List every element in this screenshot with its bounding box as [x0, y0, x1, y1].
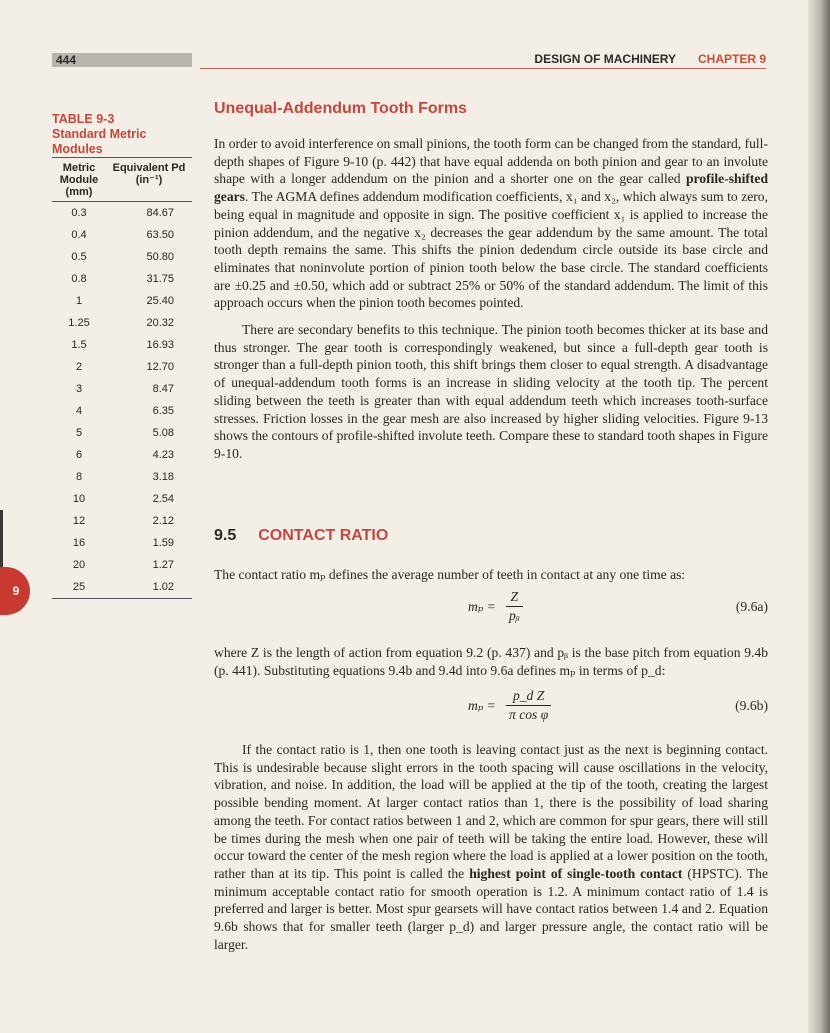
paragraph: [214, 135, 768, 312]
cell-pd: 1.59: [152, 537, 174, 549]
table-row: [52, 224, 192, 246]
cell-module: 0.5: [71, 251, 87, 263]
contact-ratio-intro: [214, 566, 768, 584]
table-row: [52, 356, 192, 378]
cell-pd: 16.93: [146, 339, 174, 351]
cell-module: 16: [72, 537, 86, 549]
section-heading-unequal-addendum: Unequal-Addendum Tooth Forms: [214, 100, 468, 117]
equation-9-6b: [214, 688, 768, 728]
cell-pd: 4.23: [152, 449, 174, 461]
paragraph-text: In order to avoid interference on small pinions, the tooth form can be changed from the standard, full-depth shapes of Figure 9-10 (p. 442) that have equal addenda on both pinion and gear to an involute shape with a longer addendum on the pinion and a shorter one on the gear called: [214, 136, 768, 187]
equation-tag: (9.6a): [735, 599, 768, 614]
table-bottom-rule: [52, 598, 192, 599]
equation-fraction: [506, 589, 523, 624]
table-col-header-module: Metric Module (mm): [59, 162, 99, 198]
cell-pd: 8.47: [152, 383, 174, 395]
cell-pd: 1.27: [152, 559, 174, 571]
table-row: [52, 488, 192, 510]
table-row: [52, 444, 192, 466]
chapter-tab-number: 9: [12, 584, 20, 598]
fraction-denominator: π cos φ: [509, 707, 549, 722]
contact-ratio-discussion: [214, 741, 768, 953]
cell-pd: 63.50: [146, 229, 174, 241]
chapter-thumb-tab: [0, 567, 30, 615]
metric-modules-table: [52, 112, 192, 599]
page-number: 444: [52, 53, 192, 67]
fraction-bar: [506, 606, 523, 607]
table-col-header-pd: Equivalent Pd (in⁻¹): [112, 162, 186, 186]
cell-pd: 50.80: [146, 251, 174, 263]
paragraph-text: . The AGMA defines addendum modification coefficients, x₁ and x₂, which always sum to zero, being equal in magnitude and opposite in sign. The positive coefficient x₁ is applied to increase the pinion addendum, and the negative x₂ decreases the gear addendum by the same amount. The total tooth depth remains the same. This shifts the pinion dedendum circle outside its base circle and eliminates that noninvolute portion of pinion tooth below the base circle. The standard coefficients are ±0.25 and ±0.50, which add or subtract 25% or 50% of the standard addendum. The limit of this approach occurs when the pinion tooth becomes pointed.: [214, 189, 768, 311]
table-row: [52, 532, 192, 554]
table-row: [52, 576, 192, 598]
paragraph: [214, 741, 768, 953]
table-row: [52, 554, 192, 576]
cell-module: 4: [75, 405, 83, 417]
cell-pd: 2.12: [152, 515, 174, 527]
cell-module: 1.25: [68, 317, 90, 329]
fraction-numerator: p_d Z: [512, 688, 545, 703]
header-rule: [200, 68, 766, 69]
page-edge-mark: [0, 510, 3, 570]
paragraph: where Z is the length of action from equation 9.2 (p. 437) and pᵦ is the base pitch from equation 9.4b (p. 441). Substituting equations 9.4b and 9.4d into 9.6a defines mₚ in terms of p_d:: [214, 645, 768, 678]
fraction-bar: [506, 705, 551, 706]
table-number: TABLE 9-3: [52, 112, 115, 126]
paragraph: The contact ratio mₚ defines the average number of teeth in contact at any one time as:: [214, 567, 686, 582]
table-row: [52, 378, 192, 400]
table-row: [52, 202, 192, 224]
section-title: CONTACT RATIO: [258, 527, 389, 544]
fraction-numerator: Z: [510, 589, 519, 604]
table-row: [52, 334, 192, 356]
table-header-row: [52, 158, 192, 201]
equation-tag: (9.6b): [735, 698, 768, 713]
cell-module: 5: [75, 427, 83, 439]
table-body: [52, 202, 192, 598]
table-row: [52, 422, 192, 444]
cell-module: 8: [75, 471, 83, 483]
section1-body: [214, 135, 768, 463]
cell-pd: 20.32: [146, 317, 174, 329]
table-row: [52, 312, 192, 334]
cell-module: 3: [75, 383, 83, 395]
cell-pd: 12.70: [146, 361, 174, 373]
paragraph: There are secondary benefits to this technique. The pinion tooth becomes thicker at its base and thus stronger. The gear tooth is correspondingly weakened, but since a full-depth gear tooth is stronger than a full-depth pinion tooth, this shift brings them closer to equal strength. A disadvantage of unequal-addendum tooth forms is an increase in sliding velocity at the tooth tip. The percent sliding between the teeth is greater than with equal addendum teeth which increases tooth-surface stresses. Friction losses in the gear mesh are also increased by higher sliding velocities. Figure 9-13 shows the contours of profile-shifted involute teeth. Compare these to standard tooth shapes in Figure 9-10.: [214, 322, 768, 461]
section-unequal-addendum: [214, 100, 768, 118]
term-hpstc: highest point of single-tooth contact: [469, 865, 683, 881]
cell-pd: 25.40: [146, 295, 174, 307]
fraction-denominator: pᵦ: [509, 608, 520, 623]
table-row: [52, 400, 192, 422]
equation-lhs: mₚ =: [468, 698, 496, 713]
cell-pd: 84.67: [146, 207, 174, 219]
book-title: DESIGN OF MACHINERY: [534, 52, 676, 66]
cell-module: 0.3: [71, 207, 87, 219]
term-profile-shifted-gears: profile-shifted gears: [214, 171, 768, 205]
paragraph-text: (HPSTC). The minimum acceptable contact ratio for smooth operation is 1.2. A minimum contact ratio of 1.4 is preferred and larger is better. Most spur gearsets will have contact ratios between 1.4 and 2. Equation 9.6b shows that for smaller teeth (larger p_d) and larger pressure angle, the contact ratio will be larger.: [214, 865, 768, 952]
cell-module: 25: [72, 581, 86, 593]
equation-9-6a: [214, 589, 768, 629]
table-row: [52, 246, 192, 268]
cell-pd: 2.54: [152, 493, 174, 505]
cell-module: 6: [75, 449, 83, 461]
section-number: 9.5: [214, 527, 237, 544]
cell-module: 1: [75, 295, 83, 307]
page-edge-shadow: [808, 0, 830, 1033]
cell-pd: 6.35: [152, 405, 174, 417]
equation-fraction: [506, 688, 551, 723]
chapter-label: CHAPTER 9: [697, 52, 766, 66]
cell-module: 10: [72, 493, 86, 505]
equation-lhs: mₚ =: [468, 599, 496, 614]
cell-module: 20: [72, 559, 86, 571]
cell-module: 0.8: [71, 273, 87, 285]
table-row: [52, 466, 192, 488]
cell-pd: 3.18: [152, 471, 174, 483]
running-header: [200, 52, 766, 68]
cell-module: 0.4: [71, 229, 87, 241]
table-row: [52, 510, 192, 532]
cell-module: 12: [72, 515, 86, 527]
cell-pd: 5.08: [152, 427, 174, 439]
contact-ratio-definition: [214, 644, 768, 679]
table-row: [52, 268, 192, 290]
cell-pd: 31.75: [146, 273, 174, 285]
table-row: [52, 290, 192, 312]
table-title: Standard Metric Modules: [52, 127, 147, 156]
section-contact-ratio-heading: [214, 527, 768, 545]
cell-module: 2: [75, 361, 83, 373]
paragraph-text: If the contact ratio is 1, then one tooth is leaving contact just as the next is beginning contact. This is undesirable because slight errors in the tooth spacing will cause oscillations in the velocity, vibration, and noise. In addition, the load will be applied at the tip of the tooth, creating the largest possible bending moment. At larger contact ratios than 1, there is the possibility of load sharing among the teeth. For contact ratios between 1 and 2, which are common for spur gears, there will still be times during the mesh when one pair of teeth will be taking the entire load. However, these will occur toward the center of the mesh region where the load is applied at a lower position on the tooth, rather than at its tip. This point is called the: [214, 742, 768, 881]
cell-pd: 1.02: [152, 581, 174, 593]
cell-module: 1.5: [71, 339, 87, 351]
